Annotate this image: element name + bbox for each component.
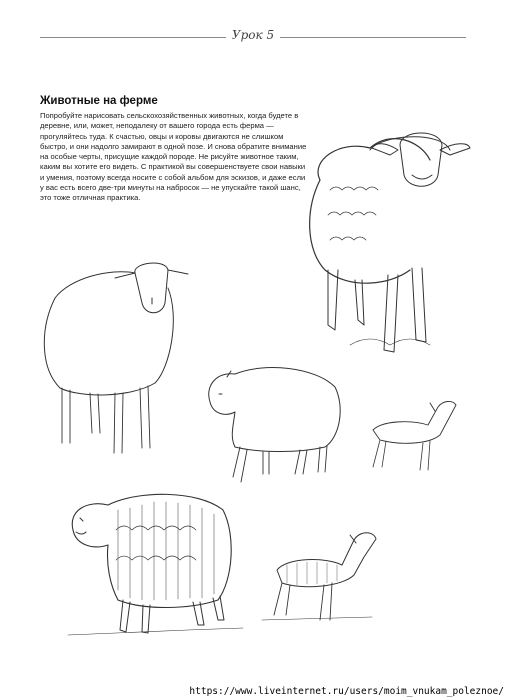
header-rule-right [280, 37, 466, 38]
woolly-sheep-illustration [68, 490, 233, 640]
lesson-number: Урок 5 [231, 28, 275, 42]
header-rule-left [40, 37, 226, 38]
sheep-outline-side-illustration [205, 362, 345, 487]
section-title: Животные на ферме [40, 95, 158, 107]
source-url: https://www.liveinternet.ru/users/moim_vnukam_poleznoe/ [189, 686, 504, 697]
lamb-shaded-illustration [262, 525, 382, 625]
sheep-outline-front-illustration [40, 258, 190, 458]
sheep-black-face-illustration [300, 120, 475, 360]
lamb-outline-illustration [368, 395, 458, 475]
section-body-text: Попробуйте нарисовать сельскохозяйственных животных, когда будете в деревне, или, может, неподалеку от вашего города есть ферма — прогуляйтесь туда. К счастью, овцы и коровы двигаются не слишком быстро, и они надолго замирают в одной позе. И снова обратите внимание на особые черты, присущие каждой породе. Не рисуйте животное таким, каким вы хотите его видеть. С практикой вы совершенствуете свои навыки и умения, поэтому всегда носите с собой альбом для эскизов, и даже если у вас есть всего две-три минуты на набросок — не упускайте такой шанс, это тоже отличная практика. [40, 111, 307, 203]
